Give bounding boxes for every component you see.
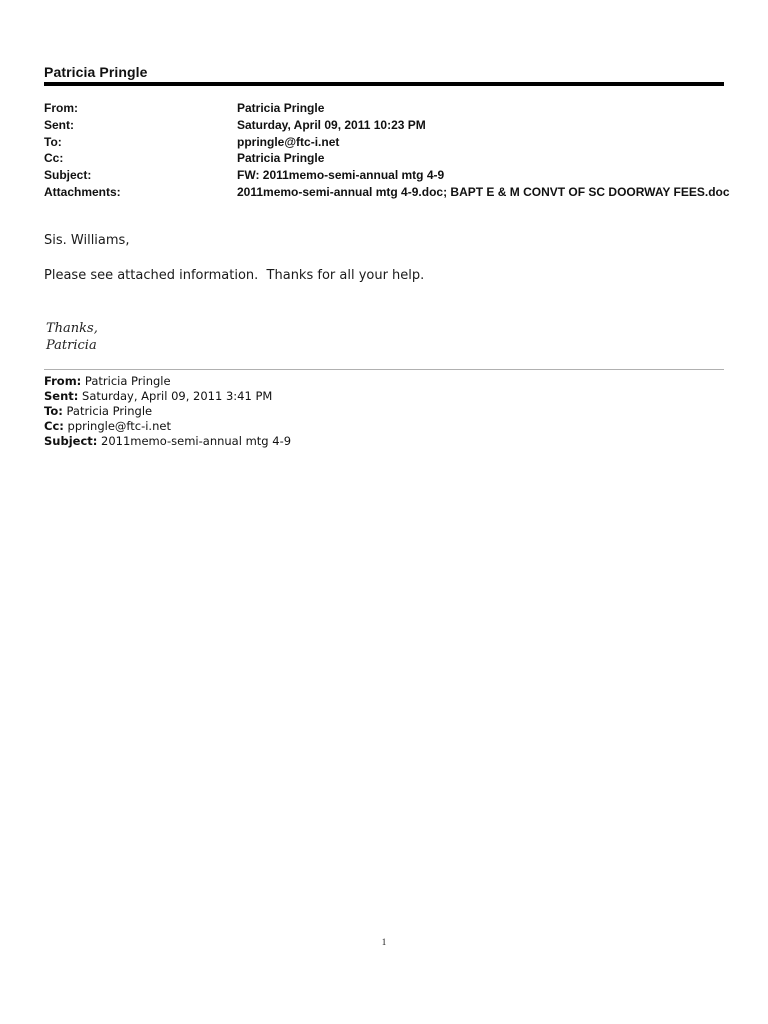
signature — [46, 320, 98, 354]
header-key: Subject: — [44, 168, 92, 183]
header-value: Patricia Pringle — [237, 151, 325, 166]
attachments-value: 2011memo-semi-annual mtg 4-9.doc; BAPT E & M CONVT OF SC DOORWAY FEES.doc — [237, 184, 730, 199]
fwd-value: Patricia Pringle — [81, 374, 171, 388]
fwd-key: Cc: — [44, 419, 64, 433]
fwd-value: Saturday, April 09, 2011 3:41 PM — [78, 389, 273, 403]
header-key: To: — [44, 134, 62, 149]
fwd-value: Patricia Pringle — [62, 404, 153, 418]
header-value: FW: 2011memo-semi-annual mtg 4-9 — [237, 168, 445, 183]
header-value: Patricia Pringle — [237, 101, 325, 115]
fwd-key: Sent: — [44, 389, 79, 403]
header-key: Attachments: — [44, 184, 121, 199]
fwd-key: To: — [44, 404, 63, 418]
signature-line-2: Patricia — [46, 338, 97, 353]
header-value: ppringle@ftc-i.net — [237, 134, 340, 149]
fwd-row-from — [44, 374, 291, 389]
header-row-attachments — [44, 184, 730, 201]
fwd-key: From: — [44, 374, 82, 388]
fwd-value: 2011memo-semi-annual mtg 4-9 — [97, 434, 292, 448]
header-value: Saturday, April 09, 2011 10:23 PM — [237, 117, 426, 132]
separator-line — [44, 369, 724, 370]
header-row-to — [44, 134, 730, 151]
page-number: 1 — [381, 937, 387, 947]
message-text: Please see attached information. Thanks for all your help. — [44, 268, 425, 283]
header-key: Sent: — [44, 117, 74, 132]
header-row-sent — [44, 117, 730, 134]
greeting: Sis. Williams, — [44, 233, 130, 248]
fwd-row-subject — [44, 434, 291, 449]
header-key: From: — [44, 101, 78, 115]
fwd-row-to — [44, 404, 291, 419]
forwarded-header — [44, 374, 291, 449]
fwd-value: ppringle@ftc-i.net — [63, 419, 171, 433]
email-header — [44, 100, 730, 201]
header-row-from — [44, 100, 730, 117]
title-rule — [44, 82, 724, 86]
header-key: Cc: — [44, 151, 64, 166]
header-row-cc — [44, 150, 730, 167]
header-row-subject — [44, 167, 730, 184]
fwd-key: Subject: — [44, 434, 98, 448]
fwd-row-cc — [44, 419, 291, 434]
page-title: Patricia Pringle — [44, 64, 148, 80]
signature-line-1: Thanks, — [46, 321, 98, 336]
fwd-row-sent — [44, 389, 291, 404]
